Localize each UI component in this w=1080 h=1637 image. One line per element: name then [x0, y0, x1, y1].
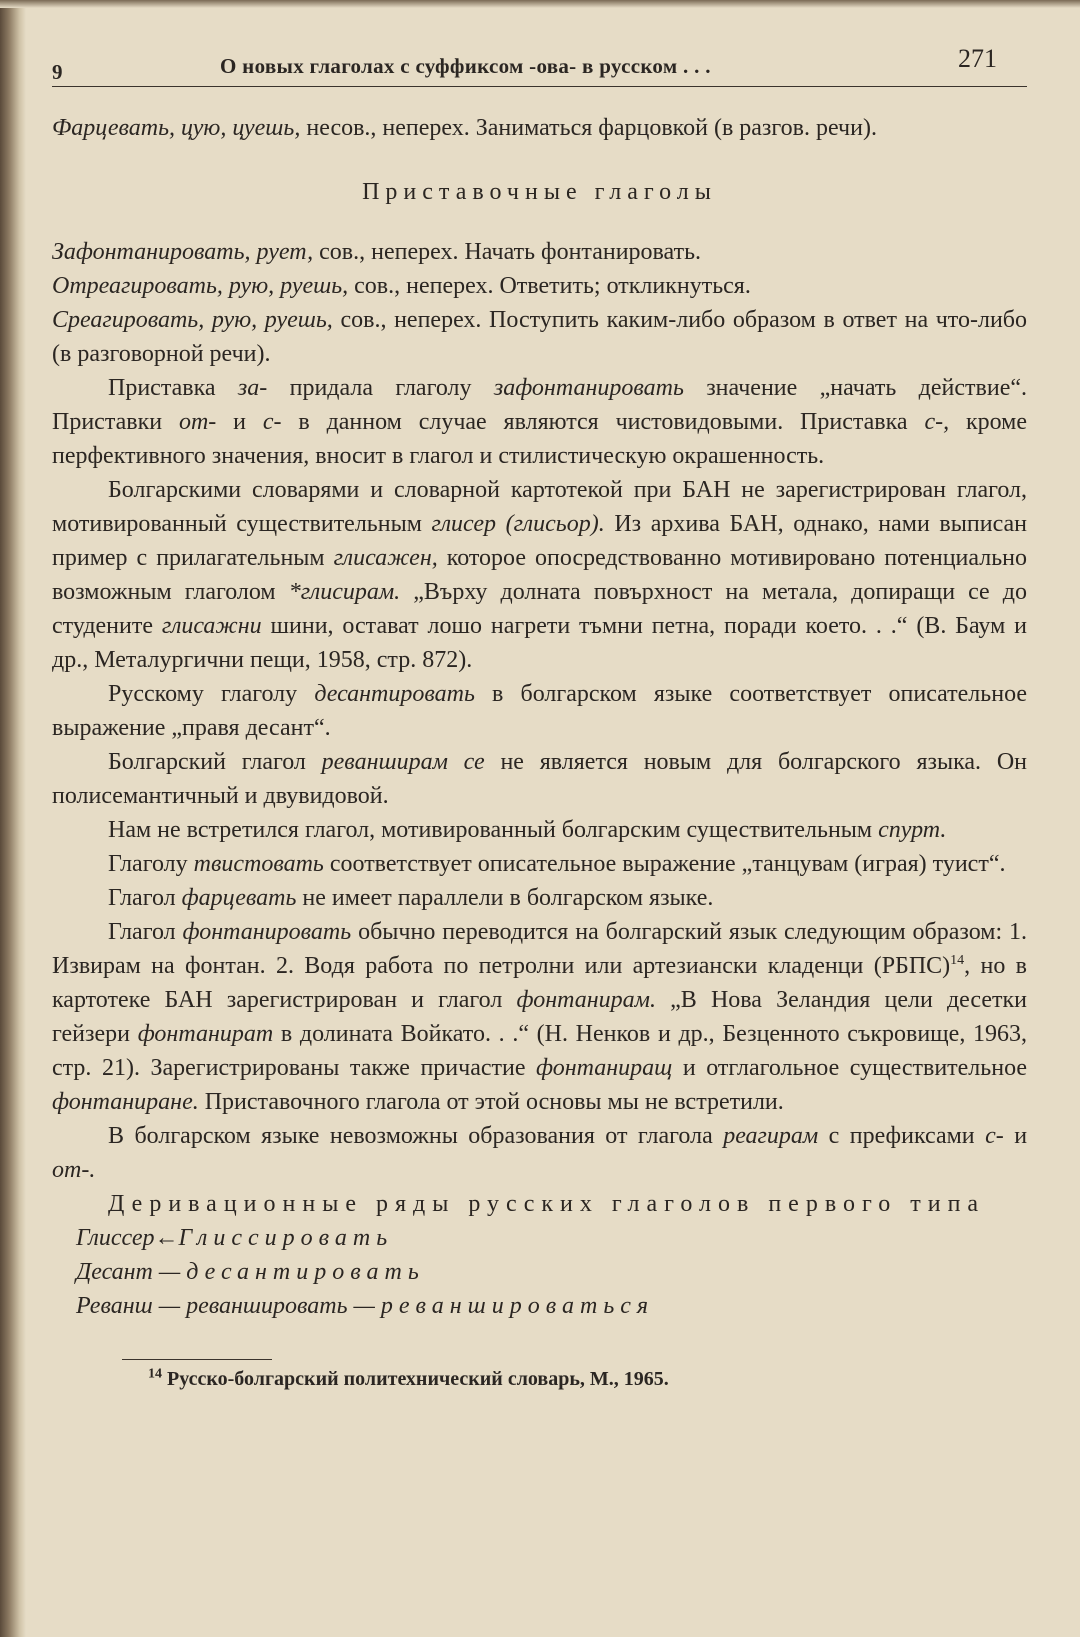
text-run: , но в картотеке БАН зарегистрирован и глагол: [52, 953, 1027, 1013]
deriv-verb: десантировать: [186, 1259, 425, 1285]
text-run: В болгарском языке невозможны образования от глагола: [108, 1123, 713, 1149]
text-run: Болгарскими словарями и словарной картотекой при БАН не зарегистрирован глагол, мотивированный существительным: [52, 477, 1027, 537]
paragraph-spurt: [52, 813, 1027, 847]
italic-term: с-: [985, 1123, 1004, 1149]
text-run: Глагол: [108, 919, 176, 945]
paragraph-glisiram: [52, 473, 1027, 677]
text-run: не имеет параллели в болгарском языке.: [302, 885, 714, 911]
text-run: соответствует описательное выражение „танцувам (играя) туист“.: [329, 851, 1006, 877]
text-run: Глагол: [108, 885, 176, 911]
running-title: О новых глаголах с суффиксом -ова- в русском . . .: [220, 54, 711, 78]
paragraph-reagiram: [52, 1119, 1027, 1187]
text-run: „В Нова Зеландия цели десетки гейзери: [52, 987, 1028, 1047]
italic-term: реагирам: [723, 1123, 819, 1149]
text-run: Русскому глаголу: [108, 681, 298, 707]
italic-term: десантировать: [314, 681, 475, 707]
italic-term: фарцевать: [181, 885, 297, 911]
italic-term: от-.: [52, 1157, 96, 1183]
footnote-marker: 14: [148, 1366, 162, 1382]
deriv-verb: Глиссировать: [178, 1225, 394, 1251]
entry-text: сов., неперех. Ответить; откликнуться.: [354, 273, 751, 299]
footnote-ref: 14: [950, 953, 965, 968]
dictionary-entry: [52, 303, 1027, 371]
entry-word: Фарцевать, цую, цуешь,: [52, 115, 301, 141]
paragraph-fontan: [52, 915, 1027, 1119]
page-top-edge: [0, 0, 1080, 8]
deriv-base: Реванш — реваншировать —: [76, 1293, 381, 1319]
book-spine-shadow: [0, 0, 26, 1637]
entry-word: Отреагировать, рую, руешь,: [52, 273, 349, 299]
derivation-row: [76, 1255, 1027, 1289]
paragraph-revansh: [52, 745, 1027, 813]
italic-term: спурт.: [878, 817, 947, 843]
page-number: 271: [958, 44, 997, 73]
text-run: Приставка: [108, 375, 216, 401]
italic-term: зафонтанировать: [493, 375, 684, 401]
text-run: Глаголу: [108, 851, 188, 877]
running-header: [52, 40, 1027, 87]
italic-term: фонтаниращ: [536, 1055, 673, 1081]
footnote-rule: [122, 1359, 272, 1360]
paragraph-farts: [52, 881, 1027, 915]
paragraph-prefix-za: [52, 371, 1027, 473]
text-run: Болгарский глагол: [108, 749, 306, 775]
text-run: не является новым для болгарского языка. Он полисемантичный и двувидовой.: [52, 749, 1027, 809]
italic-term: фонтанировать: [182, 919, 352, 945]
text-run: значение „начать действие“. Приставки: [52, 375, 1028, 435]
text-run: кроме перфективного значения, вносит в глагол и стилистическую окрашенность.: [52, 409, 1028, 469]
text-run: и: [1014, 1123, 1028, 1149]
deriv-base: Глиссер←: [76, 1225, 179, 1251]
italic-term: *глисирам.: [288, 579, 401, 605]
entry-text: сов., неперех. Поступить каким-либо образом в ответ на что-либо (в разговорной речи).: [52, 307, 1028, 367]
italic-term: глисер (глисьор).: [431, 511, 605, 537]
section-title: Приставочные глаголы: [362, 179, 717, 205]
derivation-row: [76, 1289, 1027, 1323]
derivation-row: [76, 1221, 1027, 1255]
italic-term: за-: [237, 375, 268, 401]
dictionary-entry: [52, 235, 1027, 269]
entry-word: Среагировать, рую, руешь,: [52, 307, 333, 333]
footnote: [148, 1368, 1027, 1391]
text-run: Приставочного глагола от этой основы мы не встретили.: [204, 1089, 784, 1115]
paragraph-desant: [52, 677, 1027, 745]
italic-term: глисажни: [161, 613, 262, 639]
italic-term: глисажен,: [333, 545, 438, 571]
text-run: шини, остават лошо нагрети тъмни петна, поради което. . .“ (В. Баум и др., Металургични пещи, 1958, стр. 872).: [52, 613, 1027, 673]
derivation-heading: Деривационные ряды русских глаголов первого типа: [108, 1191, 986, 1217]
text-run: придала глаголу: [289, 375, 472, 401]
text-run: „Върху долната повърхност на метала, допиращи се до студените: [52, 579, 1027, 639]
text-run: Нам не встретился глагол, мотивированный болгарским существительным: [108, 817, 873, 843]
text-run: обычно переводится на болгарский язык следующим образом: 1. Извирам на фонтан. 2. Водя работа по петролни или артезиански кладенци (РБПС): [52, 919, 1028, 979]
text-run: которое опосредствованно мотивировано потенциально возможным глаголом: [52, 545, 1028, 605]
dictionary-entry: [52, 269, 1027, 303]
italic-term: твистовать: [193, 851, 324, 877]
paragraph-twist: [52, 847, 1027, 881]
text-run: и: [233, 409, 246, 435]
text-run: Из архива БАН, однако, нами выписан пример с прилагательным: [52, 511, 1028, 571]
book-page: [52, 40, 1027, 1391]
italic-term: от-: [178, 409, 217, 435]
text-run: и отглагольное существительное: [682, 1055, 1028, 1081]
entry-word: Зафонтанировать, рует,: [52, 239, 314, 265]
text-run: с префиксами: [828, 1123, 975, 1149]
footnote-text: Русско-болгарский политехнический словарь, М., 1965.: [167, 1368, 669, 1390]
text-run: в данном случае являются чистовидовыми. Приставка: [298, 409, 908, 435]
section-number: 9: [52, 60, 63, 84]
italic-term: фонтаниране.: [52, 1089, 199, 1115]
italic-term: с-,: [924, 409, 950, 435]
page-body: [52, 111, 1027, 1323]
italic-term: фонтанират: [137, 1021, 274, 1047]
text-run: в долината Войкато. . .“ (Н. Ненков и др., Безценното съкровище, 1963, стр. 21). Зарегистрированы также причастие: [52, 1021, 1028, 1081]
entry-text: сов., неперех. Начать фонтанировать.: [319, 239, 702, 265]
text-run: в болгарском языке соответствует описательное выражение „правя десант“.: [52, 681, 1028, 741]
intro-entry: [52, 111, 1027, 145]
deriv-verb: реваншироваться: [380, 1293, 655, 1319]
italic-term: реванширам се: [321, 749, 485, 775]
entry-text: несов., неперех. Заниматься фарцовкой (в разгов. речи).: [306, 115, 877, 141]
deriv-base: Десант —: [76, 1259, 187, 1285]
italic-term: с-: [262, 409, 282, 435]
italic-term: фонтанирам.: [516, 987, 656, 1013]
